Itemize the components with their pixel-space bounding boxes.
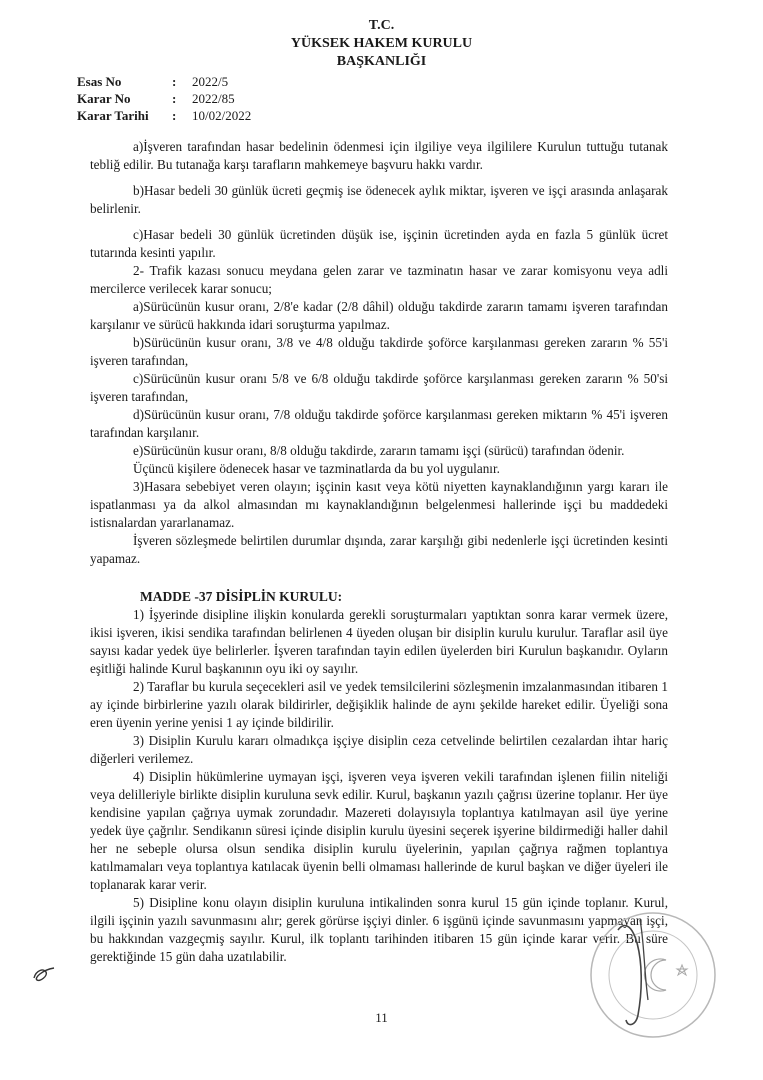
article-paragraph: 3) Disiplin Kurulu kararı olmadıkça işçiye disiplin ceza cetvelinde belirtilen cezalardan ihtar hariç diğerleri verilemez. <box>90 733 668 766</box>
paragraph: d)Sürücünün kusur oranı, 7/8 olduğu takdirde şoförce karşılanması gereken miktarın % 45'i işveren tarafından karşılanır. <box>90 407 668 440</box>
article-paragraph: 2) Taraflar bu kurula seçecekleri asil ve yedek temsilcilerini sözleşmenin imzalanmasından itibaren 1 ay içinde birbirlerine yazılı olarak bildirirler, değişiklik halinde de aynı şekilde hareket edilir. Üyeliği sona eren üyenin yerine yenisi 1 ay içinde bildirilir. <box>90 679 668 730</box>
article-paragraph: 1) İşyerinde disipline ilişkin konularda gerekli soruşturmaları yaptıktan sonra karar vermek üzere, ikisi işveren, ikisi sendika tarafından belirlenen 4 üyeden oluşan bir disiplin kurulu kurulur. Taraflar asil üye sayısı kadar yedek üye belirlerler. İşveren tarafından tayin edilen üyelerden biri Kurulun başkanıdır. Oyların eşitliği halinde Kurul başkanının oyu iki oy sayılır. <box>90 607 668 676</box>
article-heading: MADDE -37 DİSİPLİN KURULU: <box>140 589 343 604</box>
esas-value: 2022/5 <box>192 74 229 89</box>
paragraph: a)İşveren tarafından hasar bedelinin ödenmesi için ilgiliye veya ilgililere Kurulun tuttuğu tutanak tebliğ edilir. Bu tutanağa karşı tarafların mahkemeye başvuru hakkı vardır. <box>90 139 668 172</box>
paragraph: a)Sürücünün kusur oranı, 2/8'e kadar (2/8 dâhil) olduğu takdirde zararın tamamı işveren tarafından karşılanır ve sürücü hakkında idari soruşturma yapılmaz. <box>90 299 668 332</box>
paragraph: e)Sürücünün kusur oranı, 8/8 olduğu takdirde, zararın tamamı işçi (sürücü) tarafından ödenir. <box>133 443 625 458</box>
tarih-value: 10/02/2022 <box>192 108 252 123</box>
article-paragraph: 5) Disipline konu olayın disiplin kuruluna intikalinden sonra kurul 15 gün içinde toplanır. Kurul, ilgili işçinin yazılı savunmasını alır; gerek görürse işçiyi dinler. 6 işgünü içinde savunmasını yapmayan işçi, bu hakkından vazgeçmiş sayılır. Kurul, ilk toplantı tarihinden itibaren 15 gün içinde karar verir. Bu süre gerektiğinde 15 gün daha uzatılabilir. <box>90 895 668 964</box>
paragraph: 2- Trafik kazası sonucu meydana gelen zarar ve tazminatın hasar ve zarar komisyonu veya adli mercilerce verilecek karar sonucu; <box>90 263 668 296</box>
document-body <box>90 138 668 966</box>
meta-tarih: Karar Tarihi : 10/02/2022 <box>77 108 252 123</box>
paragraph: b)Hasar bedeli 30 günlük ücreti geçmiş ise ödenecek aylık miktar, işveren ve işçi arasında anlaşarak belirlenir. <box>90 183 668 216</box>
article-paragraph: 4) Disiplin hükümlerine uymayan işçi, işveren veya işveren vekili tarafından işlenen fiilin niteliği veya delilleriyle birlikte disiplin kuruluna sevk edilir. Kurul, başkanın yazılı çağrısı üzerine toplanır. Her üye kendisine yapılan çağrıya uymak zorundadır. Mazereti dolayısıyla toplantıya katılmayan asil üye yerine yedek üye çağrılır. Sendikanın süresi içinde disiplin kurulu üyesini seçerek işyerine bildirmediği haller dahil her ne sebeple olursa olsun sendika disiplin kurulu üyelerinin, yapılan çağrıya rağmen toplantıya katılmamaları veya toplantıya katılacak üyenin belli olmaması hallerinde de kurul başkan ve diğer üyeleri ile toplanarak karar verir. <box>90 769 668 892</box>
official-seal-icon <box>578 900 728 1050</box>
paragraph: İşveren sözleşmede belirtilen durumlar dışında, zarar karşılığı gibi nedenlerle işçi ücretinden kesinti yapamaz. <box>90 533 668 566</box>
paragraph: 3)Hasara sebebiyet veren olayın; işçinin kasıt veya kötü niyetten kaynaklandığının yargı kararı ile ispatlanması ya da alkol almasından mı kaynaklandığının belgelenmesi hallerinde işçi bu maddedeki istisnalardan yararlanamaz. <box>90 479 668 530</box>
meta-karar: Karar No : 2022/85 <box>77 91 235 106</box>
header-institution: YÜKSEK HAKEM KURULU <box>290 36 473 51</box>
page-number: 11 <box>375 1010 388 1025</box>
paragraph: c)Hasar bedeli 30 günlük ücretinden düşük ise, işçinin ücretinden ayda en fazla 5 günlük ücret tutarında kesinti yapılır. <box>90 227 668 260</box>
karar-value: 2022/85 <box>192 91 235 106</box>
header-department: BAŞKANLIĞI <box>336 54 427 69</box>
handwritten-initial-icon <box>30 960 60 988</box>
paragraph: b)Sürücünün kusur oranı, 3/8 ve 4/8 olduğu takdirde şoförce karşılanması gereken zararın % 55'i işveren tarafından, <box>90 335 668 368</box>
esas-label: Esas No <box>77 74 122 89</box>
header-tc: T.C. <box>368 18 395 33</box>
paragraph: Üçüncü kişilere ödenecek hasar ve tazminatlarda da bu yol uygulanır. <box>133 461 500 476</box>
meta-esas: Esas No : 2022/5 <box>77 74 229 89</box>
karar-label: Karar No <box>77 91 131 106</box>
paragraph: c)Sürücünün kusur oranı 5/8 ve 6/8 olduğu takdirde şoförce karşılanması gereken zararın % 50'si işveren tarafından, <box>90 371 668 404</box>
tarih-label: Karar Tarihi <box>77 108 149 123</box>
